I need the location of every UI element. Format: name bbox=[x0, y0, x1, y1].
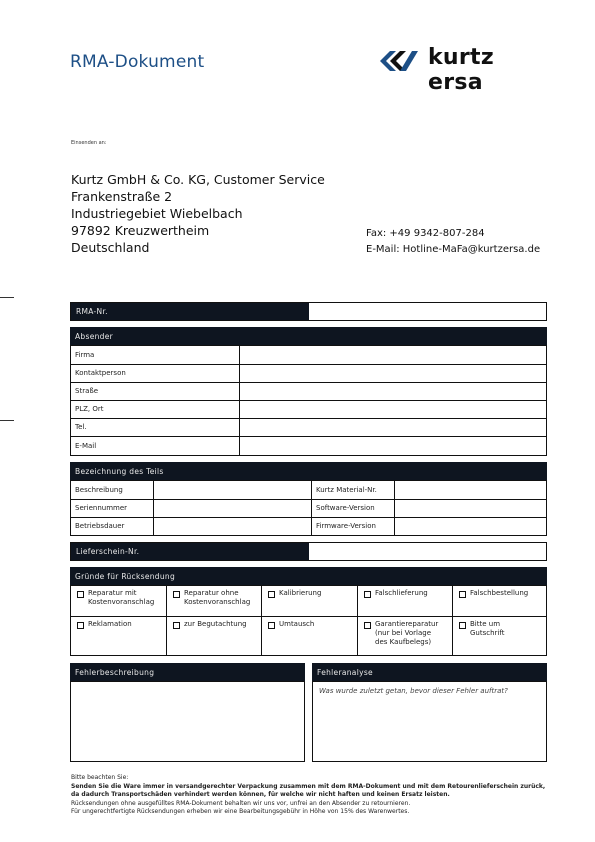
sender-field-label: Tel. bbox=[75, 423, 87, 431]
reason-label: Reklamation bbox=[88, 620, 132, 628]
rma-number-row bbox=[70, 302, 547, 321]
reason-checkbox[interactable] bbox=[173, 591, 180, 598]
phone-field[interactable] bbox=[240, 418, 546, 436]
rma-number-field[interactable] bbox=[309, 303, 546, 320]
part-field-label: Firmware-Version bbox=[316, 522, 376, 530]
sender-field-label: Kontaktperson bbox=[75, 369, 126, 377]
sender-heading: Absender bbox=[70, 327, 547, 345]
error-analysis-placeholder: Was wurde zuletzt getan, bevor dieser Fehler auftrat? bbox=[319, 687, 508, 695]
part-table bbox=[70, 480, 547, 536]
notes bbox=[71, 774, 551, 817]
reason-label: Bitte um Gutschrift bbox=[470, 620, 505, 637]
notes-bold: Senden Sie die Ware immer in versandgerechter Verpackung zusammen mit dem RMA-Dokument und mit dem Retourenlieferschein zurück, da dadurch Transportschäden verhindert werden können, für welche wir nicht haften und keinen Ersatz leisten. bbox=[71, 782, 546, 798]
material-number-field[interactable] bbox=[395, 481, 546, 499]
email-field[interactable] bbox=[240, 436, 546, 455]
contact-person-field[interactable] bbox=[240, 364, 546, 382]
sender-field-label: Straße bbox=[75, 387, 99, 395]
reason-label: Reparatur mit Kostenvoranschlag bbox=[88, 589, 155, 606]
reason-label: Garantiereparatur (nur bei Vorlage des Kaufbelegs) bbox=[375, 620, 439, 646]
reason-checkbox[interactable] bbox=[364, 591, 371, 598]
zip-city-field[interactable] bbox=[240, 400, 546, 418]
address-line: 97892 Kreuzwertheim bbox=[71, 223, 210, 238]
address-line: Deutschland bbox=[71, 240, 150, 255]
delivery-note-label: Lieferschein-Nr. bbox=[71, 543, 309, 560]
company-logo bbox=[380, 45, 550, 95]
send-to-label: Einsenden an: bbox=[71, 140, 107, 146]
delivery-note-row bbox=[70, 542, 547, 561]
contact-info bbox=[366, 226, 540, 258]
reason-label: zur Begutachtung bbox=[184, 620, 247, 628]
reason-label: Falschlieferung bbox=[375, 589, 428, 597]
error-analysis-field[interactable] bbox=[312, 681, 547, 762]
operating-time-field[interactable] bbox=[154, 517, 311, 535]
address-line: Industriegebiet Wiebelbach bbox=[71, 206, 243, 221]
reason-checkbox[interactable] bbox=[459, 622, 466, 629]
part-field-label: Seriennummer bbox=[75, 504, 128, 512]
street-field[interactable] bbox=[240, 382, 546, 400]
reason-checkbox[interactable] bbox=[268, 622, 275, 629]
firmware-version-field[interactable] bbox=[395, 517, 546, 535]
error-description-field[interactable] bbox=[70, 681, 305, 762]
software-version-field[interactable] bbox=[395, 499, 546, 517]
error-analysis-heading: Fehleranalyse bbox=[312, 663, 547, 681]
rma-number-label: RMA-Nr. bbox=[71, 303, 309, 320]
part-field-label: Kurtz Material-Nr. bbox=[316, 486, 377, 494]
reasons-table bbox=[70, 585, 547, 656]
fold-mark bbox=[0, 297, 14, 298]
sender-field-label: Firma bbox=[75, 351, 95, 359]
notes-line: Für ungerechtfertigte Rücksendungen erheben wir eine Bearbeitungsgebühr in Höhe von 15% des Warenwertes. bbox=[71, 808, 410, 815]
recipient-address bbox=[71, 171, 325, 256]
company-field[interactable] bbox=[240, 346, 546, 364]
serial-number-field[interactable] bbox=[154, 499, 311, 517]
part-field-label: Beschreibung bbox=[75, 486, 123, 494]
address-line: Frankenstraße 2 bbox=[71, 189, 173, 204]
fold-mark bbox=[0, 420, 14, 421]
reason-checkbox[interactable] bbox=[364, 622, 371, 629]
reasons-heading: Gründe für Rücksendung bbox=[70, 567, 547, 585]
sender-table bbox=[70, 345, 547, 456]
reason-checkbox[interactable] bbox=[77, 591, 84, 598]
fax-number: Fax: +49 9342-807-284 bbox=[366, 228, 485, 239]
notes-line: Rücksendungen ohne ausgefülltes RMA-Dokument behalten wir uns vor, unfrei an den Absender zu retournieren. bbox=[71, 799, 411, 807]
part-field-label: Software-Version bbox=[316, 504, 375, 512]
description-field[interactable] bbox=[154, 481, 311, 499]
error-description-heading: Fehlerbeschreibung bbox=[70, 663, 305, 681]
part-field-label: Betriebsdauer bbox=[75, 522, 125, 530]
reason-checkbox[interactable] bbox=[459, 591, 466, 598]
page-title: RMA-Dokument bbox=[70, 52, 205, 72]
part-heading: Bezeichnung des Teils bbox=[70, 462, 547, 480]
reason-label: Reparatur ohne Kostenvoranschlag bbox=[184, 589, 251, 606]
email-address: E-Mail: Hotline-MaFa@kurtzersa.de bbox=[366, 244, 541, 255]
reason-label: Falschbestellung bbox=[470, 589, 529, 597]
logo-mark-icon bbox=[380, 48, 422, 74]
address-line: Kurtz GmbH & Co. KG, Customer Service bbox=[71, 172, 325, 187]
logo-text: kurtz ersa bbox=[428, 45, 494, 95]
notes-intro: Bitte beachten Sie: bbox=[71, 774, 129, 781]
reason-label: Umtausch bbox=[279, 620, 315, 628]
reason-checkbox[interactable] bbox=[173, 622, 180, 629]
delivery-note-field[interactable] bbox=[309, 543, 546, 560]
reason-checkbox[interactable] bbox=[268, 591, 275, 598]
reason-checkbox[interactable] bbox=[77, 622, 84, 629]
reason-label: Kalibrierung bbox=[279, 589, 322, 597]
sender-field-label: PLZ, Ort bbox=[75, 405, 104, 413]
sender-field-label: E-Mail bbox=[75, 441, 97, 450]
